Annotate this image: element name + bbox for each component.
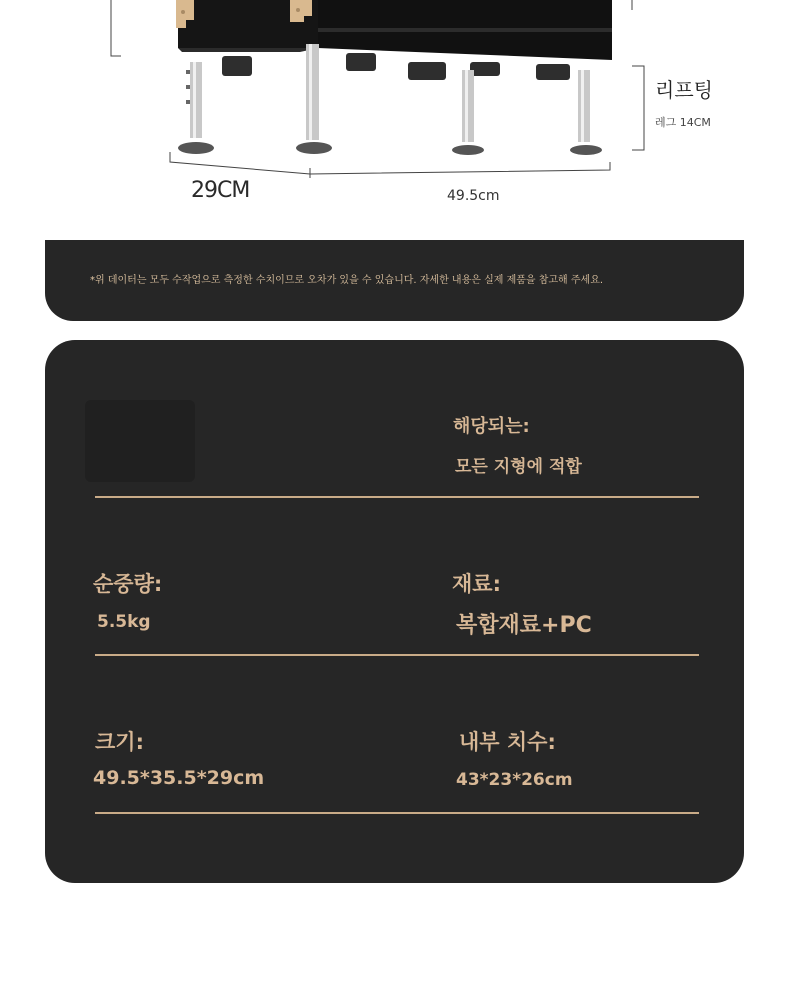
notice-panel — [45, 240, 744, 321]
terrain-icon — [85, 400, 195, 482]
inner-dimension-value: 43*23*26cm — [456, 770, 573, 790]
material-title: 재료: — [452, 572, 501, 596]
net-weight-title: 순중량: — [93, 572, 163, 596]
net-weight-value: 5.5kg — [97, 612, 151, 632]
divider — [95, 812, 699, 814]
applicable-title: 해당되는: — [453, 416, 530, 437]
depth-dimension-label: 29CM — [191, 178, 250, 203]
width-dimension-label: 49.5cm — [447, 188, 500, 204]
measurement-notice: *위 데이터는 모두 수작업으로 측정한 수치이므로 오차가 있을 수 있습니다. 자세한 내용은 실제 제품을 참고해 주세요. — [90, 275, 604, 286]
material-value: 복합재료+PC — [456, 613, 592, 638]
divider — [95, 654, 699, 656]
spec-panel — [45, 340, 744, 883]
applicable-value: 모든 지형에 적합 — [455, 457, 582, 477]
inner-dimension-title: 내부 치수: — [459, 730, 556, 754]
lifting-label: 리프팅 — [655, 78, 713, 102]
leg-height-label: 레그 14CM — [655, 116, 711, 129]
product-image — [0, 0, 790, 230]
size-value: 49.5*35.5*29cm — [93, 767, 265, 789]
divider — [95, 496, 699, 498]
size-title: 크기: — [95, 730, 144, 754]
